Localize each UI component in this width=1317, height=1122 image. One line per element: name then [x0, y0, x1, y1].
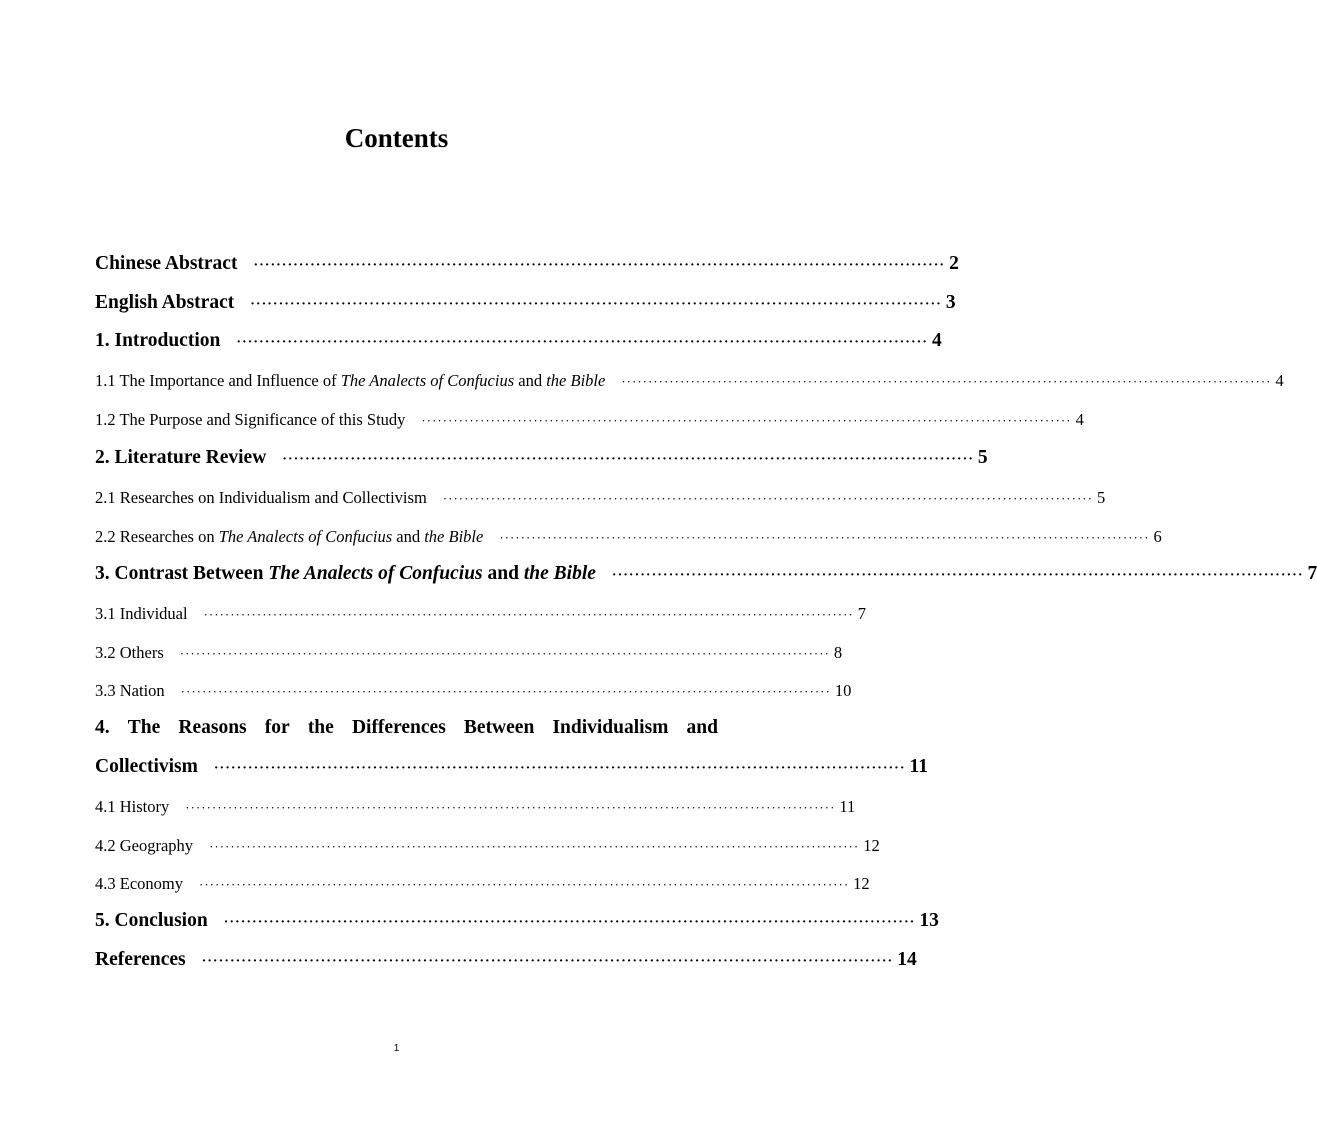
toc-entry-text: 3. Contrast Between	[95, 563, 269, 584]
dot-leader: ··························································································································	[223, 915, 916, 930]
toc-entry[interactable]	[95, 563, 1317, 593]
toc-entry-text: 5. Conclusion	[95, 910, 208, 931]
toc-entry[interactable]	[95, 604, 866, 630]
toc-entry[interactable]	[95, 836, 880, 862]
toc-entry-title	[95, 563, 596, 585]
toc-entry[interactable]	[95, 643, 843, 669]
toc-entry-title	[95, 910, 208, 932]
toc-entry-text: 1.2 The Purpose and Significance of this Study	[95, 410, 406, 429]
toc-entry-title	[95, 681, 165, 701]
toc-heading-4-first-line	[95, 717, 718, 739]
toc-page-number: 2	[949, 253, 959, 274]
heading-word: Reasons	[178, 717, 247, 738]
toc-entry-text: 1.1 The Importance and Influence of	[95, 371, 341, 390]
heading-word: and	[686, 717, 718, 738]
toc-entry[interactable]	[95, 910, 939, 940]
toc-page-number: 4	[1075, 410, 1084, 429]
toc-entry-text: 3.1 Individual	[95, 604, 188, 623]
toc-entry-italic-title: the Bible	[424, 527, 484, 546]
heading-word: for	[264, 717, 290, 738]
toc-page-number: 14	[897, 949, 917, 970]
toc-entry[interactable]	[95, 949, 917, 979]
toc-entry-text: References	[95, 949, 186, 970]
toc-entry-title	[95, 643, 164, 663]
toc-page-number: 7	[857, 604, 866, 623]
toc-entry-title	[95, 604, 188, 624]
toc-page-number: 11	[909, 756, 928, 777]
dot-leader: ··························································································································	[236, 335, 928, 350]
toc-page-number: 4	[931, 330, 942, 351]
toc-page-number: 8	[833, 643, 843, 662]
toc-entry-title	[95, 527, 483, 547]
toc-entry[interactable]	[95, 797, 856, 823]
heading-word: 4.	[95, 717, 110, 738]
toc-page-number: 3	[945, 292, 956, 313]
dot-leader: ··························································································································	[185, 800, 836, 815]
dot-leader: ··························································································································	[282, 452, 974, 467]
toc-entry[interactable]	[95, 253, 959, 283]
toc-entry-text: and	[514, 371, 547, 390]
toc-entry[interactable]	[95, 681, 852, 707]
toc-page-number: 7	[1307, 563, 1317, 584]
toc-page-number: 5	[1096, 488, 1106, 507]
toc-page-number: 4	[1275, 371, 1284, 390]
heading-word: Between	[463, 717, 535, 738]
toc-entry-text: 1. Introduction	[95, 330, 221, 351]
toc-entry-text: 2.2 Researches on	[95, 527, 219, 546]
toc-page-number: 11	[839, 797, 856, 816]
toc-entry[interactable]	[95, 410, 1084, 436]
toc-entry[interactable]	[95, 330, 942, 360]
heading-word: The	[127, 717, 161, 738]
dot-leader: ··························································································································	[180, 684, 831, 699]
toc-entry-title	[95, 949, 186, 971]
dot-leader: ··························································································································	[421, 413, 1072, 428]
toc-entry-text: 4.2 Geography	[95, 836, 194, 855]
toc-entry-text: 3.2 Others	[95, 643, 164, 662]
toc-entry[interactable]	[95, 488, 1106, 514]
toc-entry-italic-title: The Analects of Confucius	[218, 527, 393, 546]
toc-page-number: 10	[834, 681, 852, 700]
toc-entry-title	[95, 371, 605, 391]
toc-entry[interactable]	[95, 874, 870, 900]
page-title: Contents	[344, 123, 449, 153]
toc-entry-italic-title: The Analects of Confucius	[268, 563, 483, 584]
toc-entry[interactable]	[95, 371, 1284, 397]
toc-entry-title	[95, 836, 193, 856]
dot-leader: ··························································································································	[203, 607, 854, 622]
toc-entry-title	[95, 797, 169, 817]
toc-entry-text: and	[392, 527, 425, 546]
toc-entry-italic-title: the Bible	[523, 563, 596, 584]
toc-entry-title	[95, 292, 234, 314]
dot-leader: ··························································································································	[199, 877, 850, 892]
dot-leader: ··························································································································	[442, 491, 1093, 506]
toc-entry-italic-title: the Bible	[546, 371, 606, 390]
toc-entry-title	[95, 488, 427, 508]
dot-leader: ··························································································································	[213, 761, 906, 776]
toc-entry-title	[95, 410, 405, 430]
toc-entry-italic-title: The Analects of Confucius	[340, 371, 515, 390]
toc-entry-text: English Abstract	[95, 292, 235, 313]
toc-entry[interactable]	[95, 292, 956, 322]
dot-leader: ··························································································································	[499, 530, 1150, 545]
heading-word: Differences	[351, 717, 446, 738]
heading-word: Individualism	[552, 717, 669, 738]
toc-page-number: 13	[919, 910, 939, 931]
toc-entry-text: 4.1 History	[95, 797, 170, 816]
toc-entry-title	[95, 447, 266, 469]
dot-leader: ··························································································································	[179, 646, 830, 661]
toc-entry-text: Collectivism	[95, 756, 198, 777]
toc-entry[interactable]	[95, 756, 928, 786]
toc-page-number: 12	[853, 874, 870, 893]
dot-leader: ··························································································································	[621, 374, 1272, 389]
toc-entry-title	[95, 874, 183, 894]
dot-leader: ··························································································································	[611, 568, 1304, 583]
toc-entry-text: 2.1 Researches on Individualism and Collectivism	[95, 488, 427, 507]
toc-entry[interactable]	[95, 447, 988, 477]
toc-page-number: 6	[1153, 527, 1162, 546]
toc-page-number: 5	[977, 447, 988, 468]
toc-entry-text: 3.3 Nation	[95, 681, 165, 700]
heading-word: the	[307, 717, 334, 738]
toc-entry-title	[95, 756, 198, 778]
dot-leader: ··························································································································	[250, 297, 942, 312]
toc-entry[interactable]	[95, 527, 1162, 553]
toc-page-number: 12	[863, 836, 880, 855]
footer-page-number: 1	[393, 1043, 400, 1054]
toc-entry-text: 4.3 Economy	[95, 874, 183, 893]
toc-entry-text: and	[482, 563, 524, 584]
dot-leader: ··························································································································	[201, 954, 894, 969]
toc-entry-text: Chinese Abstract	[95, 253, 238, 274]
dot-leader: ··························································································································	[209, 839, 860, 854]
dot-leader: ··························································································································	[253, 258, 946, 273]
toc-entry-title	[95, 330, 220, 352]
toc-entry-text: 2. Literature Review	[95, 447, 267, 468]
toc-entry-title	[95, 253, 237, 275]
